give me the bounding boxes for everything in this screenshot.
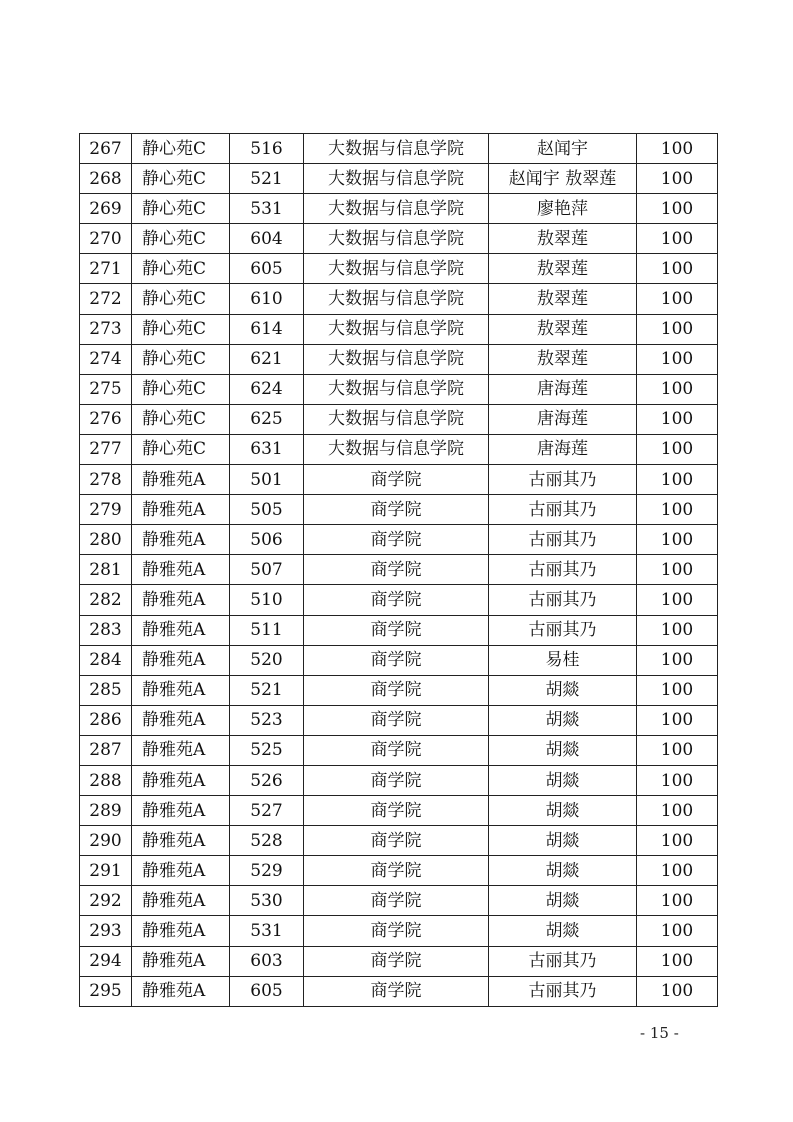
row-number-cell: 280 <box>80 525 132 555</box>
table-row <box>80 796 718 826</box>
building-cell: 静雅苑A <box>132 765 230 795</box>
table-row <box>80 164 718 194</box>
table-row <box>80 856 718 886</box>
table-row <box>80 525 718 555</box>
row-number-cell: 275 <box>80 374 132 404</box>
room-number-cell: 614 <box>230 314 304 344</box>
row-number-cell: 286 <box>80 705 132 735</box>
college-cell: 大数据与信息学院 <box>304 344 489 374</box>
responsible-person-cell: 敖翠莲 <box>489 344 637 374</box>
row-number-cell: 295 <box>80 976 132 1006</box>
room-number-cell: 526 <box>230 765 304 795</box>
building-cell: 静心苑C <box>132 434 230 464</box>
responsible-person-cell: 古丽其乃 <box>489 946 637 976</box>
building-cell: 静雅苑A <box>132 495 230 525</box>
room-number-cell: 610 <box>230 284 304 314</box>
table-row <box>80 465 718 495</box>
room-number-cell: 506 <box>230 525 304 555</box>
responsible-person-cell: 胡燚 <box>489 675 637 705</box>
room-number-cell: 624 <box>230 374 304 404</box>
score-cell: 100 <box>637 705 718 735</box>
room-number-cell: 625 <box>230 404 304 434</box>
row-number-cell: 269 <box>80 194 132 224</box>
row-number-cell: 289 <box>80 796 132 826</box>
row-number-cell: 279 <box>80 495 132 525</box>
college-cell: 商学院 <box>304 615 489 645</box>
college-cell: 商学院 <box>304 796 489 826</box>
row-number-cell: 294 <box>80 946 132 976</box>
responsible-person-cell: 胡燚 <box>489 735 637 765</box>
row-number-cell: 293 <box>80 916 132 946</box>
building-cell: 静雅苑A <box>132 916 230 946</box>
table-body <box>80 134 718 1007</box>
table-row <box>80 194 718 224</box>
room-number-cell: 603 <box>230 946 304 976</box>
table-row <box>80 495 718 525</box>
table-row <box>80 585 718 615</box>
row-number-cell: 268 <box>80 164 132 194</box>
college-cell: 商学院 <box>304 675 489 705</box>
responsible-person-cell: 敖翠莲 <box>489 314 637 344</box>
room-number-cell: 531 <box>230 194 304 224</box>
college-cell: 商学院 <box>304 735 489 765</box>
college-cell: 大数据与信息学院 <box>304 194 489 224</box>
building-cell: 静雅苑A <box>132 946 230 976</box>
score-cell: 100 <box>637 525 718 555</box>
table-row <box>80 765 718 795</box>
room-number-cell: 529 <box>230 856 304 886</box>
responsible-person-cell: 胡燚 <box>489 916 637 946</box>
college-cell: 大数据与信息学院 <box>304 404 489 434</box>
row-number-cell: 274 <box>80 344 132 374</box>
college-cell: 商学院 <box>304 886 489 916</box>
college-cell: 商学院 <box>304 465 489 495</box>
room-number-cell: 523 <box>230 705 304 735</box>
room-number-cell: 520 <box>230 645 304 675</box>
college-cell: 商学院 <box>304 705 489 735</box>
table-row <box>80 615 718 645</box>
table-row <box>80 344 718 374</box>
building-cell: 静雅苑A <box>132 645 230 675</box>
score-cell: 100 <box>637 886 718 916</box>
responsible-person-cell: 古丽其乃 <box>489 465 637 495</box>
responsible-person-cell: 古丽其乃 <box>489 976 637 1006</box>
room-number-cell: 521 <box>230 164 304 194</box>
room-number-cell: 501 <box>230 465 304 495</box>
responsible-person-cell: 古丽其乃 <box>489 585 637 615</box>
room-number-cell: 507 <box>230 555 304 585</box>
room-number-cell: 621 <box>230 344 304 374</box>
score-cell: 100 <box>637 194 718 224</box>
row-number-cell: 288 <box>80 765 132 795</box>
table-row <box>80 284 718 314</box>
row-number-cell: 276 <box>80 404 132 434</box>
table-row <box>80 134 718 164</box>
row-number-cell: 272 <box>80 284 132 314</box>
row-number-cell: 290 <box>80 826 132 856</box>
college-cell: 大数据与信息学院 <box>304 284 489 314</box>
table-row <box>80 224 718 254</box>
responsible-person-cell: 胡燚 <box>489 796 637 826</box>
building-cell: 静心苑C <box>132 344 230 374</box>
building-cell: 静心苑C <box>132 374 230 404</box>
table-row <box>80 404 718 434</box>
responsible-person-cell: 古丽其乃 <box>489 495 637 525</box>
score-cell: 100 <box>637 404 718 434</box>
score-cell: 100 <box>637 134 718 164</box>
table-row <box>80 826 718 856</box>
room-number-cell: 631 <box>230 434 304 464</box>
score-cell: 100 <box>637 284 718 314</box>
college-cell: 商学院 <box>304 555 489 585</box>
score-cell: 100 <box>637 916 718 946</box>
responsible-person-cell: 敖翠莲 <box>489 284 637 314</box>
score-cell: 100 <box>637 645 718 675</box>
row-number-cell: 273 <box>80 314 132 344</box>
table-row <box>80 555 718 585</box>
building-cell: 静雅苑A <box>132 615 230 645</box>
responsible-person-cell: 唐海莲 <box>489 404 637 434</box>
score-cell: 100 <box>637 465 718 495</box>
table-row <box>80 916 718 946</box>
college-cell: 大数据与信息学院 <box>304 224 489 254</box>
room-number-cell: 528 <box>230 826 304 856</box>
responsible-person-cell: 唐海莲 <box>489 374 637 404</box>
building-cell: 静雅苑A <box>132 735 230 765</box>
building-cell: 静雅苑A <box>132 525 230 555</box>
room-number-cell: 525 <box>230 735 304 765</box>
building-cell: 静雅苑A <box>132 465 230 495</box>
score-cell: 100 <box>637 946 718 976</box>
building-cell: 静雅苑A <box>132 856 230 886</box>
row-number-cell: 277 <box>80 434 132 464</box>
page-number: - 15 - <box>640 1024 679 1042</box>
score-cell: 100 <box>637 374 718 404</box>
room-number-cell: 527 <box>230 796 304 826</box>
responsible-person-cell: 赵闻宇 <box>489 134 637 164</box>
room-number-cell: 531 <box>230 916 304 946</box>
row-number-cell: 271 <box>80 254 132 284</box>
responsible-person-cell: 古丽其乃 <box>489 555 637 585</box>
row-number-cell: 283 <box>80 615 132 645</box>
row-number-cell: 278 <box>80 465 132 495</box>
college-cell: 大数据与信息学院 <box>304 134 489 164</box>
college-cell: 大数据与信息学院 <box>304 314 489 344</box>
room-number-cell: 605 <box>230 254 304 284</box>
table-row <box>80 886 718 916</box>
score-cell: 100 <box>637 735 718 765</box>
row-number-cell: 270 <box>80 224 132 254</box>
responsible-person-cell: 唐海莲 <box>489 434 637 464</box>
building-cell: 静雅苑A <box>132 976 230 1006</box>
score-cell: 100 <box>637 495 718 525</box>
room-number-cell: 605 <box>230 976 304 1006</box>
row-number-cell: 284 <box>80 645 132 675</box>
score-cell: 100 <box>637 254 718 284</box>
building-cell: 静心苑C <box>132 314 230 344</box>
score-cell: 100 <box>637 585 718 615</box>
score-cell: 100 <box>637 555 718 585</box>
row-number-cell: 291 <box>80 856 132 886</box>
college-cell: 商学院 <box>304 495 489 525</box>
building-cell: 静心苑C <box>132 254 230 284</box>
room-number-cell: 521 <box>230 675 304 705</box>
score-cell: 100 <box>637 856 718 886</box>
building-cell: 静心苑C <box>132 224 230 254</box>
table-row <box>80 314 718 344</box>
score-cell: 100 <box>637 344 718 374</box>
responsible-person-cell: 胡燚 <box>489 705 637 735</box>
college-cell: 商学院 <box>304 585 489 615</box>
room-number-cell: 505 <box>230 495 304 525</box>
college-cell: 大数据与信息学院 <box>304 374 489 404</box>
building-cell: 静雅苑A <box>132 675 230 705</box>
building-cell: 静雅苑A <box>132 585 230 615</box>
table-row <box>80 675 718 705</box>
score-cell: 100 <box>637 796 718 826</box>
responsible-person-cell: 古丽其乃 <box>489 525 637 555</box>
table-row <box>80 374 718 404</box>
table-row <box>80 645 718 675</box>
building-cell: 静心苑C <box>132 194 230 224</box>
room-number-cell: 511 <box>230 615 304 645</box>
room-number-cell: 516 <box>230 134 304 164</box>
college-cell: 商学院 <box>304 525 489 555</box>
building-cell: 静雅苑A <box>132 555 230 585</box>
table-row <box>80 946 718 976</box>
college-cell: 商学院 <box>304 976 489 1006</box>
score-cell: 100 <box>637 224 718 254</box>
row-number-cell: 285 <box>80 675 132 705</box>
responsible-person-cell: 敖翠莲 <box>489 254 637 284</box>
responsible-person-cell: 敖翠莲 <box>489 224 637 254</box>
score-cell: 100 <box>637 615 718 645</box>
score-cell: 100 <box>637 826 718 856</box>
college-cell: 大数据与信息学院 <box>304 434 489 464</box>
table-row <box>80 976 718 1006</box>
responsible-person-cell: 胡燚 <box>489 856 637 886</box>
building-cell: 静雅苑A <box>132 886 230 916</box>
building-cell: 静心苑C <box>132 164 230 194</box>
responsible-person-cell: 胡燚 <box>489 826 637 856</box>
college-cell: 商学院 <box>304 856 489 886</box>
table-row <box>80 735 718 765</box>
college-cell: 大数据与信息学院 <box>304 164 489 194</box>
score-cell: 100 <box>637 434 718 464</box>
score-cell: 100 <box>637 164 718 194</box>
responsible-person-cell: 廖艳萍 <box>489 194 637 224</box>
building-cell: 静心苑C <box>132 134 230 164</box>
building-cell: 静心苑C <box>132 404 230 434</box>
score-cell: 100 <box>637 976 718 1006</box>
row-number-cell: 282 <box>80 585 132 615</box>
room-number-cell: 510 <box>230 585 304 615</box>
responsible-person-cell: 赵闻宇 敖翠莲 <box>489 164 637 194</box>
row-number-cell: 287 <box>80 735 132 765</box>
row-number-cell: 292 <box>80 886 132 916</box>
building-cell: 静心苑C <box>132 284 230 314</box>
college-cell: 商学院 <box>304 765 489 795</box>
score-cell: 100 <box>637 675 718 705</box>
college-cell: 大数据与信息学院 <box>304 254 489 284</box>
college-cell: 商学院 <box>304 826 489 856</box>
room-number-cell: 530 <box>230 886 304 916</box>
building-cell: 静雅苑A <box>132 705 230 735</box>
row-number-cell: 267 <box>80 134 132 164</box>
room-number-cell: 604 <box>230 224 304 254</box>
row-number-cell: 281 <box>80 555 132 585</box>
college-cell: 商学院 <box>304 916 489 946</box>
college-cell: 商学院 <box>304 645 489 675</box>
table-row <box>80 705 718 735</box>
responsible-person-cell: 古丽其乃 <box>489 615 637 645</box>
responsible-person-cell: 胡燚 <box>489 765 637 795</box>
score-cell: 100 <box>637 765 718 795</box>
table-row <box>80 254 718 284</box>
building-cell: 静雅苑A <box>132 826 230 856</box>
dormitory-score-table <box>79 133 718 1007</box>
score-cell: 100 <box>637 314 718 344</box>
responsible-person-cell: 易桂 <box>489 645 637 675</box>
college-cell: 商学院 <box>304 946 489 976</box>
table-row <box>80 434 718 464</box>
building-cell: 静雅苑A <box>132 796 230 826</box>
responsible-person-cell: 胡燚 <box>489 886 637 916</box>
